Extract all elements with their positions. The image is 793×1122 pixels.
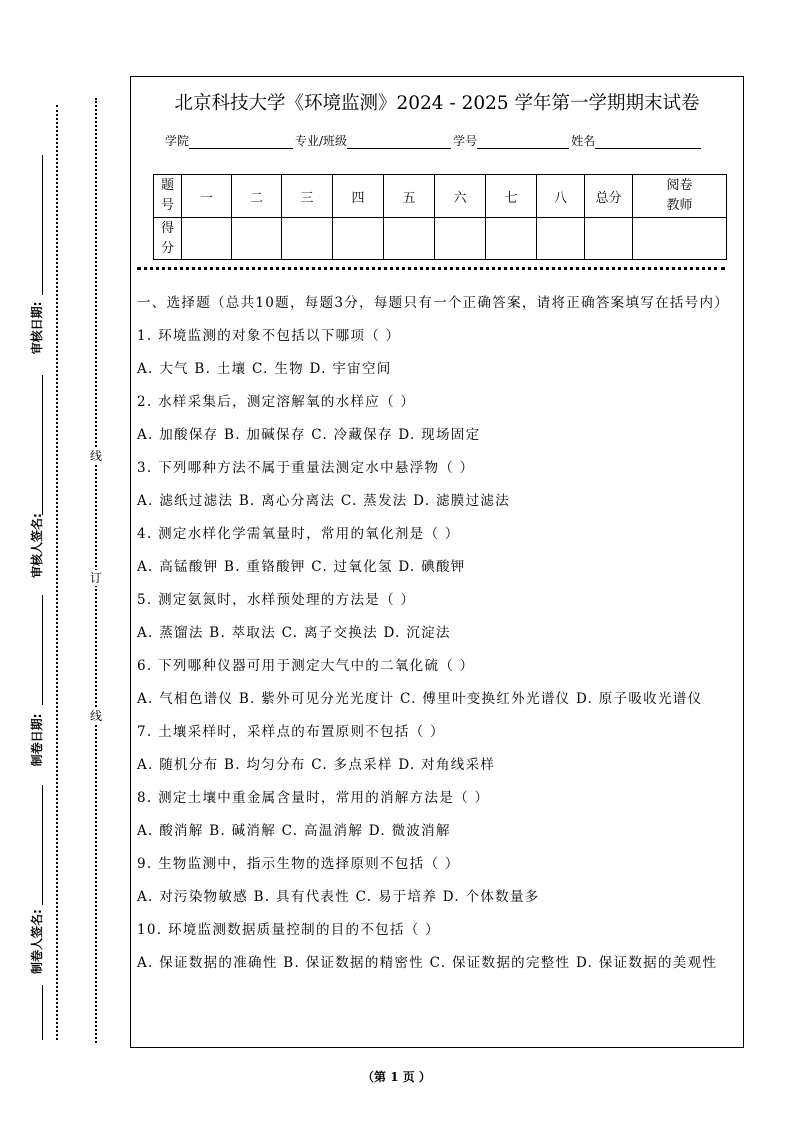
question-2: 2. 水样采集后，测定溶解氧的水样应（ ）	[137, 394, 416, 410]
score-row-header: 得 分	[154, 218, 182, 260]
question-3: 3. 下列哪种方法不属于重量法测定水中悬浮物（ ）	[137, 460, 475, 476]
question-1-options: A. 大气 B. 土壤 C. 生物 D. 宇宙空间	[137, 361, 392, 377]
score-cell-6[interactable]	[435, 218, 486, 260]
reviewer-date-label: 审核日期:	[30, 301, 44, 355]
question-9: 9. 生物监测中，指示生物的选择原则不包括（ ）	[137, 856, 460, 872]
score-cell-5[interactable]	[384, 218, 435, 260]
section-heading: 一、选择题（总共10题，每题3分，每题只有一个正确答案，请将正确答案填写在括号内）	[137, 295, 730, 311]
score-col-1: 一	[182, 175, 232, 218]
score-cell-2[interactable]	[232, 218, 282, 260]
student-info-row	[165, 132, 703, 149]
question-number-header: 题 号	[154, 175, 182, 218]
name-label: 姓名	[571, 134, 596, 148]
maker-sign-line-lower	[42, 985, 43, 1040]
score-cell-total[interactable]	[585, 218, 633, 260]
score-col-5: 五	[384, 175, 435, 218]
maker-sign-label: 制卷人签名:	[30, 909, 44, 974]
reviewer-date-line	[42, 155, 43, 295]
score-table-header-row	[154, 175, 727, 218]
question-8-options: A. 酸消解 B. 碱消解 C. 高温消解 D. 微波消解	[137, 823, 451, 839]
score-col-6: 六	[435, 175, 486, 218]
section-choice-questions	[137, 291, 741, 975]
score-table-score-row	[154, 218, 727, 260]
question-7-options: A. 随机分布 B. 均匀分布 C. 多点采样 D. 对角线采样	[137, 757, 496, 773]
question-10: 10. 环境监测数据质量控制的目的不包括（ ）	[137, 922, 440, 938]
score-cell-3[interactable]	[282, 218, 333, 260]
maker-date-label: 制卷日期:	[30, 713, 44, 767]
exam-frame	[130, 76, 744, 1048]
question-5-options: A. 蒸馏法 B. 萃取法 C. 离子交换法 D. 沉淀法	[137, 625, 451, 641]
score-col-2: 二	[232, 175, 282, 218]
score-col-8: 八	[537, 175, 585, 218]
question-4-options: A. 高锰酸钾 B. 重铬酸钾 C. 过氧化氢 D. 碘酸钾	[137, 559, 466, 575]
score-cell-7[interactable]	[486, 218, 537, 260]
score-col-total: 总分	[585, 175, 633, 218]
question-5: 5. 测定氨氮时，水样预处理的方法是（ ）	[137, 592, 416, 608]
score-col-7: 七	[486, 175, 537, 218]
question-9-options: A. 对污染物敏感 B. 具有代表性 C. 易于培养 D. 个体数量多	[137, 889, 540, 905]
major-field[interactable]	[347, 135, 451, 149]
student-id-field[interactable]	[477, 135, 569, 149]
reviewer-sign-line	[42, 375, 43, 515]
maker-sign-line	[42, 785, 43, 905]
score-col-3: 三	[282, 175, 333, 218]
maker-date-line	[42, 595, 43, 705]
question-list	[137, 324, 741, 975]
question-4: 4. 测定水样化学需氧量时，常用的氧化剂是（ ）	[137, 526, 460, 542]
exam-title: 北京科技大学《环境监测》2024 - 2025 学年第一学期期末试卷	[174, 93, 700, 114]
name-field[interactable]	[595, 135, 701, 149]
question-1: 1. 环境监测的对象不包括以下哪项（ ）	[137, 328, 401, 344]
score-cell-4[interactable]	[333, 218, 384, 260]
binding-dotted-line-outer	[56, 105, 58, 1040]
header-divider	[137, 267, 725, 270]
question-7: 7. 土壤采样时，采样点的布置原则不包括（ ）	[137, 724, 445, 740]
score-cell-reader[interactable]	[633, 218, 727, 260]
score-cell-8[interactable]	[537, 218, 585, 260]
question-10-options: A. 保证数据的准确性 B. 保证数据的精密性 C. 保证数据的完整性 D. 保证数据的美观性	[137, 955, 718, 971]
binding-char-ding: 订	[89, 571, 102, 585]
reviewer-sign-label: 审核人签名:	[30, 513, 44, 578]
college-field[interactable]	[189, 135, 293, 149]
college-label: 学院	[165, 134, 190, 148]
major-label: 专业/班级	[295, 134, 348, 148]
score-table	[153, 174, 727, 260]
question-3-options: A. 滤纸过滤法 B. 离心分离法 C. 蒸发法 D. 滤膜过滤法	[137, 493, 510, 509]
question-8: 8. 测定土壤中重金属含量时，常用的消解方法是（ ）	[137, 790, 490, 806]
reader-header: 阅卷 教师	[633, 175, 727, 218]
binding-char-line-bottom: 线	[89, 709, 102, 723]
question-6-options: A. 气相色谱仪 B. 紫外可见分光光度计 C. 傅里叶变换红外光谱仪 D. 原子吸收光谱仪	[137, 691, 703, 707]
question-2-options: A. 加酸保存 B. 加碱保存 C. 冷藏保存 D. 现场固定	[137, 427, 481, 443]
page-number: （第 1 页 ）	[362, 1070, 431, 1084]
student-id-label: 学号	[453, 134, 478, 148]
question-6: 6. 下列哪种仪器可用于测定大气中的二氧化硫（ ）	[137, 658, 475, 674]
score-cell-1[interactable]	[182, 218, 232, 260]
binding-char-line-top: 线	[89, 449, 102, 463]
score-col-4: 四	[333, 175, 384, 218]
